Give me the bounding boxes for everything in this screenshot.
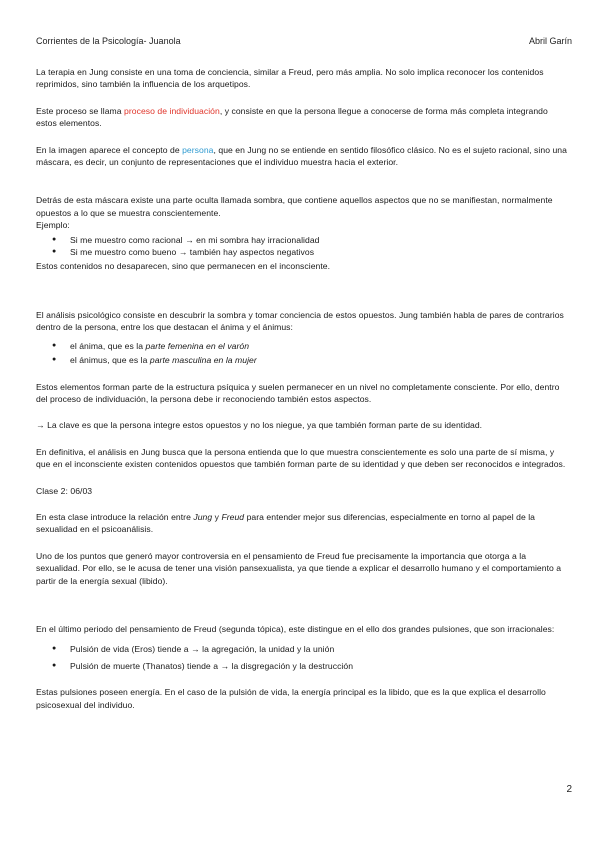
drives-list bbox=[36, 643, 570, 672]
paragraph-shadow: Detrás de esta máscara existe una parte oculta llamada sombra, que contiene aquellos aspectos que no se manifiestan, normalmente opuestos a lo que se muestra conscientemente. bbox=[36, 195, 553, 218]
text-fragment: el ánima, que es la bbox=[70, 340, 146, 351]
paragraph-pansexualism: Uno de los puntos que generó mayor controversia en el pensamiento de Freud fue precisamente la importancia que otorga a la sexualidad. Por ello, se le acusa de tener una visión pansexualista, ya que tiende a explicar el desarrollo humano y el comportamiento a partir de la energía sexual (libido). bbox=[36, 550, 562, 586]
example-label: Ejemplo: bbox=[36, 220, 70, 231]
text-fragment: , y consiste en que la persona llegue a conocerse de forma más completa integrando estos elementos. bbox=[36, 105, 548, 129]
header-course-title: Corrientes de la Psicología- Juanola bbox=[36, 36, 181, 46]
paragraph-libido: Estas pulsiones poseen energía. En el caso de la pulsión de vida, la energía principal es la libido, que es la que explica el desarrollo psicosexual del individuo. bbox=[36, 687, 546, 710]
list-item bbox=[70, 340, 570, 352]
highlight-persona: persona bbox=[182, 144, 214, 155]
italic-jung: Jung bbox=[193, 511, 213, 522]
header-author: Abril Garín bbox=[528, 36, 572, 46]
list-item: ● Pulsión de vida (Eros) tiende a → la agregación, la unidad y la unión bbox=[70, 643, 570, 655]
list-item bbox=[70, 354, 570, 366]
paragraph-individuation bbox=[36, 105, 570, 130]
class-heading: Clase 2: 06/03 bbox=[36, 485, 93, 496]
paragraph-conclusion: En definitiva, el análisis en Jung busca que la persona entienda que lo que muestra conscientemente es solo una parte de sí misma, y que en el inconsciente existen contenidos opuestos que también forman parte de su identidad y que deben ser reconocidos e integrados. bbox=[36, 446, 566, 470]
italic-text: parte femenina en el varón bbox=[145, 340, 250, 351]
shadow-examples-list bbox=[36, 234, 570, 259]
paragraph-key-point: → La clave es que la persona integre estos opuestos y no los niegue, ya que también forman parte de su identidad. bbox=[36, 420, 483, 431]
text-fragment: Este proceso se llama bbox=[36, 105, 125, 116]
paragraph-drives: En el último periodo del pensamiento de Freud (segunda tópica), este distingue en el ello dos grandes pulsiones, que son irracionales: bbox=[36, 623, 555, 634]
text-fragment: y bbox=[212, 511, 222, 522]
italic-freud: Freud bbox=[221, 511, 245, 522]
list-item: ● Si me muestro como bueno → también hay aspectos negativos bbox=[70, 246, 570, 258]
text-fragment: En esta clase introduce la relación entre bbox=[36, 511, 194, 522]
text-fragment: el ánimus, que es la bbox=[70, 355, 150, 366]
paragraph-unconscious: Estos contenidos no desaparecen, sino que permanecen en el inconsciente. bbox=[36, 261, 331, 272]
list-item: ● Si me muestro como racional → en mi sombra hay irracionalidad bbox=[70, 234, 570, 246]
highlight-individuation: proceso de individuación bbox=[124, 105, 220, 116]
page-number: 2 bbox=[566, 784, 572, 795]
paragraph-psychic-structure: Estos elementos forman parte de la estructura psíquica y suelen permanecer en un nivel no completamente consciente. Por ello, dentro del proceso de individuación, la persona debe ir reconociendo también estos aspectos. bbox=[36, 381, 560, 404]
paragraph-jung-freud bbox=[36, 511, 570, 536]
paragraph-therapy: La terapia en Jung consiste en una toma de conciencia, similar a Freud, pero más amplia. No solo implica reconocer los contenidos reprimidos, sino también la influencia de los arquetipos. bbox=[36, 67, 544, 90]
list-item: ● Pulsión de muerte (Thanatos) tiende a → la disgregación y la destrucción bbox=[70, 660, 570, 672]
anima-animus-list bbox=[36, 340, 570, 367]
text-fragment: , que en Jung no se entiende en sentido filosófico clásico. No es el sujeto racional, sino una máscara, es decir, un conjunto de representaciones que el individuo muestra hacia el exterior. bbox=[36, 144, 567, 168]
page-body bbox=[36, 66, 570, 711]
paragraph-analysis: El análisis psicológico consiste en descubrir la sombra y tomar conciencia de estos opuestos. Jung también habla de pares de contrarios dentro de la persona, entre los que destacan el ánima y el ánimus: bbox=[36, 309, 564, 333]
text-fragment: para entender mejor sus diferencias, especialmente en torno al papel de la sexualidad en el psicoanálisis. bbox=[36, 511, 535, 535]
text-fragment: En la imagen aparece el concepto de bbox=[36, 144, 183, 155]
italic-text: parte masculina en la mujer bbox=[149, 355, 257, 366]
paragraph-persona bbox=[36, 144, 570, 169]
